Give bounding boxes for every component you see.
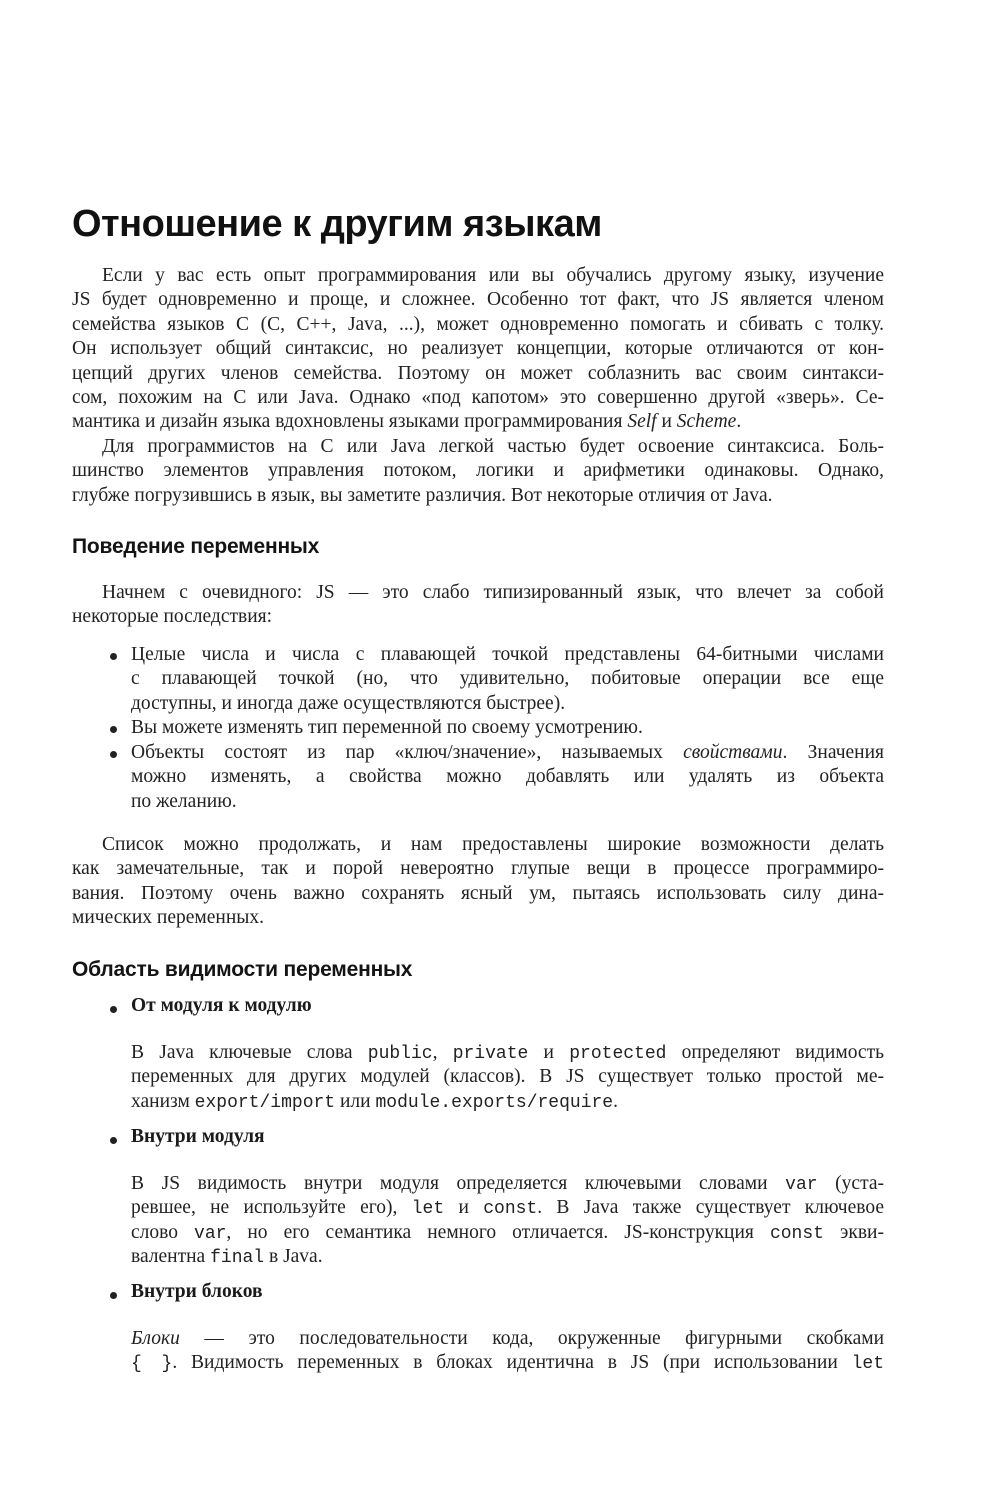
text-fragment: определяют видимость [666,1042,885,1063]
text-line: глубже погрузившись в язык, вы заметите различия. Вот некоторые отличия от Java. [72,484,773,506]
text-fragment: и [656,411,677,433]
bullet-icon [110,751,117,758]
text-line [131,1351,884,1375]
text-line: Целые числа и числа с плавающей точкой представлены 64-битными числами [131,644,884,665]
text-fragment: , но его семантика немного отличается. JS-конструкция [226,1221,770,1243]
text-fragment: . [736,411,742,433]
text-line: переменных для других модулей (классов). В JS существует только простой ме- [131,1066,884,1088]
section-title-scope: Область видимости переменных [72,958,413,981]
text-line: сом, похожим на C или Java. Однако «под капотом» это совершенно другой «зверь». Се- [72,386,884,408]
text-fragment: В Java ключевые слова [131,1042,368,1063]
emphasis-scheme: Scheme [676,411,737,433]
text-line [131,1245,884,1269]
text-line: по желанию. [131,790,237,812]
bullet-icon [110,726,117,733]
bullet-icon [110,653,117,660]
text-line [131,1196,884,1220]
behavior-intro-paragraph [72,581,884,630]
text-fragment: в Java. [264,1246,323,1268]
text-line [131,1327,884,1351]
text-line: семейства языков C (C, C++, Java, ...), может одновременно помогать и сбивать с толку. [72,313,884,335]
text-line: Список можно продолжать, и нам предоставлены широкие возможности делать [102,834,884,855]
text-fragment: . Значения [782,742,885,763]
bullet-item [131,716,884,740]
text-fragment: экви- [823,1221,884,1243]
emphasis-self: Self [627,411,657,433]
bullet-icon [110,1006,117,1013]
code-keyword: final [210,1248,265,1269]
text-line: вания. Поэтому очень важно сохранять ясный ум, пытаясь использовать силу дина- [72,882,884,904]
text-fragment: . В Java также существует ключевое [537,1197,884,1219]
bullet-item [131,643,884,716]
text-fragment: ханизм [131,1090,195,1112]
text-line: Для программистов на C или Java легкой частью будет освоение синтаксиса. Боль- [102,436,884,457]
section-title-behavior: Поведение переменных [72,535,320,558]
text-line: Он использует общий синтаксис, но реализует концепции, которые отличаются от кон- [72,338,884,360]
text-line: можно изменять, а свойства можно добавлять или удалять из объекта [131,766,884,788]
code-keyword: export/import [194,1092,336,1113]
code-keyword: module.exports/require [375,1092,614,1113]
emphasis-properties: свойствами [683,742,783,763]
behavior-closing-paragraph [72,833,884,931]
text-fragment: и [444,1197,484,1219]
text-fragment: ревшее, не используйте его), [131,1197,412,1219]
text-fragment: валентна [131,1246,211,1268]
text-line: JS будет одновременно и проще, и сложнее. Особенно тот факт, что JS является членом [72,289,884,311]
text-fragment: (уста- [817,1173,884,1194]
code-keyword: var [785,1175,818,1195]
text-line: шинство элементов управления потоком, логики и арифметики одинаковы. Однако, [72,460,884,482]
text-fragment: или [335,1090,376,1112]
code-keyword: const [483,1199,538,1220]
text-fragment: и [528,1042,570,1063]
text-fragment: мантика и дизайн языка вдохновлены языками программирования [72,411,628,433]
emphasis-blocks: Блоки [131,1328,180,1349]
code-keyword: protected [569,1044,667,1064]
bullet-item [131,741,884,814]
text-fragment: . [613,1090,618,1112]
text-line: как замечательные, так и порой невероятно глупые вещи в процессе программиро- [72,858,884,880]
code-keyword: let [851,1354,884,1375]
code-keyword: const [769,1223,824,1244]
text-fragment: . Видимость переменных в блоках идентична в JS (при использовании [172,1352,852,1374]
text-fragment: В JS видимость внутри модуля определяется ключевыми словами [131,1173,786,1194]
bullet-icon [110,1137,117,1144]
text-line [131,1221,884,1245]
text-fragment: Объекты состоят из пар «ключ/значение», называемых [131,742,684,763]
scope-item-title: Внутри блоков [131,1281,263,1302]
intro-paragraph-2 [72,435,884,508]
text-line [131,741,884,765]
text-line: с плавающей точкой (но, что удивительно, побитовые операции все еще [131,668,884,690]
text-line: мических переменных. [72,907,265,929]
intro-paragraph-1 [72,264,884,435]
scope-item-body [131,1041,884,1114]
code-braces: { } [131,1354,173,1375]
text-fragment: слово [131,1221,195,1243]
text-line: цепций других членов семейства. Поэтому он может соблазнить вас своим синтакси- [72,362,884,384]
scope-item-title: От модуля к модулю [131,995,312,1016]
text-line: Если у вас есть опыт программирования или вы обучались другому языку, изучение [102,265,884,286]
text-line: Вы можете изменять тип переменной по своему усмотрению. [131,717,643,738]
text-line [131,1090,884,1114]
text-line: доступны, и иногда даже осуществляются быстрее). [131,692,566,714]
text-fragment: — это последовательности кода, окруженные фигурными скобками [179,1328,884,1349]
text-line: некоторые последствия: [72,606,273,628]
scope-item-title: Внутри модуля [131,1126,265,1147]
code-keyword: public [367,1044,433,1064]
code-keyword: private [452,1044,529,1064]
bullet-icon [110,1292,117,1299]
chapter-title: Отношение к другим языкам [72,203,602,245]
code-keyword: var [194,1223,227,1244]
text-line: Начнем с очевидного: JS — это слабо типизированный язык, что влечет за собой [102,582,884,603]
text-line [72,410,884,434]
scope-item-body [131,1172,884,1270]
code-keyword: let [411,1199,445,1220]
text-line [131,1172,884,1196]
text-fragment: , [432,1042,453,1063]
text-line [131,1041,884,1065]
scope-item-body [131,1327,884,1376]
